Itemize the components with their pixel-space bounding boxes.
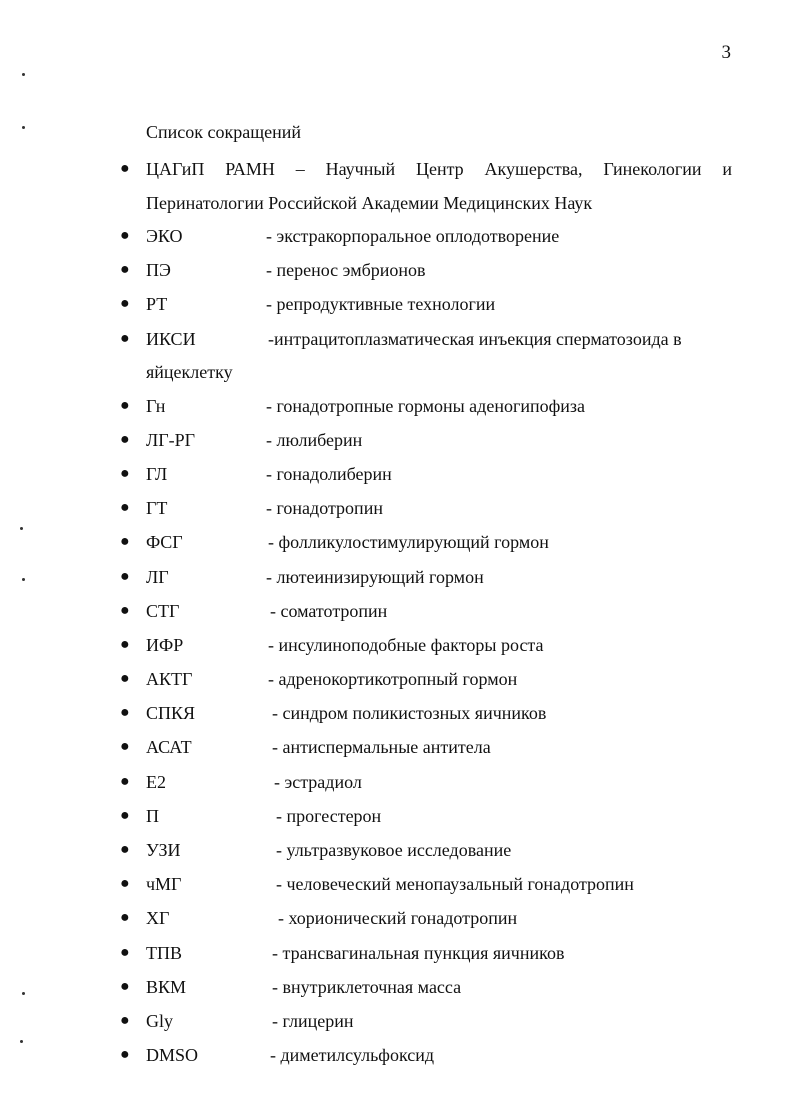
list-item [120,461,732,495]
abbreviation: АСАТ [146,737,192,758]
scan-mark [22,992,25,995]
abbreviation: ЛГ [146,566,169,587]
bullet-icon: ● [120,635,130,653]
list-item-intro [120,156,732,216]
abbreviation: СТГ [146,600,180,621]
bullet-icon: ● [120,670,130,688]
intro-word: – [295,159,305,179]
bullet-icon: ● [120,841,130,858]
intro-word: ЦАГиП [146,159,205,179]
list-item [120,803,732,837]
scan-mark [22,578,25,581]
abbreviation: ИФР [146,634,184,655]
abbreviation: ЛГ-РГ [146,429,196,450]
list-item [120,564,732,598]
abbreviation: ФСГ [146,532,183,553]
page-number: 3 [721,42,731,63]
list-item [120,1008,732,1042]
bullet-icon: ● [120,977,130,995]
abbreviation: ХГ [146,908,170,929]
bullet-icon: ● [120,464,130,482]
abbreviation: Gly [146,1010,173,1031]
definition: - глицерин [272,1010,354,1031]
intro-word: РАМН [225,159,275,179]
list-item [120,291,732,325]
bullet-icon: ● [120,533,130,551]
definition: - диметилсульфоксид [270,1045,435,1066]
bullet-icon: ● [120,499,130,517]
list-item [120,974,732,1008]
definition: - гонадотропные гормоны аденогипофиза [266,395,585,416]
bullet-icon: ● [120,1011,130,1029]
definition: - антиспермальные антитела [272,737,491,758]
definition: -интрацитоплазматическая инъекция сперматозоида в [268,328,682,349]
bullet-icon: ● [120,601,130,619]
abbreviation: ПЭ [146,260,171,281]
bullet-icon: ● [120,806,130,824]
abbreviation: УЗИ [146,840,181,860]
definition: - гонадолиберин [266,463,392,484]
list-item [120,257,732,291]
scan-mark [22,73,25,76]
list-item [120,427,732,461]
list-item [120,598,732,632]
bullet-icon: ● [120,567,130,585]
bullet-icon: ● [120,943,130,961]
definition: - люлиберин [266,429,363,450]
definition: - соматотропин [270,600,388,621]
list-item [120,223,732,257]
bullet-icon: ● [120,227,130,244]
list-item [120,905,732,939]
list-item [120,529,732,563]
intro-word: Гинекологии [603,159,702,179]
list-item [120,734,732,768]
definition: - внутриклеточная масса [272,976,462,997]
definition: - гонадотропин [266,498,383,519]
bullet-icon: ● [120,430,130,448]
definition: - прогестерон [276,805,382,826]
abbreviation: П [146,805,159,826]
list-item [120,666,732,700]
abbreviation: Гн [146,395,166,416]
abbreviation: ГТ [146,498,168,519]
abbreviation: чМГ [146,874,182,895]
definition: - экстракорпоральное оплодотворение [266,226,560,246]
page-title: Список сокращений [146,122,301,142]
bullet-icon: ● [120,738,130,756]
definition: - перенос эмбрионов [266,260,426,281]
intro-word: Акушерства, [484,159,583,179]
list-item [120,495,732,529]
definition: - эстрадиол [274,771,362,792]
scan-mark [20,527,23,530]
definition: - лютеинизирующий гормон [266,566,484,587]
intro-word: и [722,159,732,179]
abbreviation: Е2 [146,771,166,792]
list-item [120,326,732,393]
abbreviation: АКТГ [146,669,193,690]
definition: - ультразвуковое исследование [276,840,512,860]
abbreviation: РТ [146,294,168,315]
bullet-icon: ● [120,396,130,414]
abbreviation: ЭКО [146,226,183,246]
bullet-icon: ● [120,772,130,790]
list-item [120,1042,732,1076]
intro-word: Научный [325,159,396,179]
list-item [120,871,732,905]
definition: - репродуктивные технологии [266,294,496,315]
intro-word: Центр [415,159,464,179]
bullet-icon: ● [120,1046,130,1064]
bullet-icon: ● [120,704,130,722]
definition: - хорионический гонадотропин [278,908,518,929]
bullet-icon: ● [120,295,130,313]
list-item [120,769,732,803]
definition: - трансвагинальная пункция яичников [272,942,565,963]
bullet-icon: ● [120,875,130,893]
definition: - человеческий менопаузальный гонадотропин [276,874,634,895]
scan-mark [22,126,25,129]
definition: - адренокортикотропный гормон [268,669,518,690]
intro-line-2: Перинатологии Российской Академии Медицинских Наук [146,193,593,213]
abbreviation: ТПВ [146,942,182,963]
bullet-icon: ● [120,160,130,177]
intro-line-1 [120,156,732,190]
list-item [120,700,732,734]
abbreviation-list [120,223,732,1076]
abbreviation: СПКЯ [146,703,196,724]
bullet-icon: ● [120,909,130,927]
abbreviation: ГЛ [146,463,168,484]
bullet-icon: ● [120,329,130,347]
definition: - синдром поликистозных яичников [272,703,547,724]
list-item [120,393,732,427]
list-item [120,837,732,871]
list-item [120,632,732,666]
abbreviation: ВКМ [146,976,187,997]
definition-continuation: яйцеклетку [146,361,233,382]
list-item [120,940,732,974]
definition: - инсулиноподобные факторы роста [268,634,544,655]
definition: - фолликулостимулирующий гормон [268,532,549,553]
scan-mark [20,1040,23,1043]
abbreviation: ИКСИ [146,328,196,349]
abbreviation: DMSO [146,1045,199,1066]
bullet-icon: ● [120,261,130,279]
